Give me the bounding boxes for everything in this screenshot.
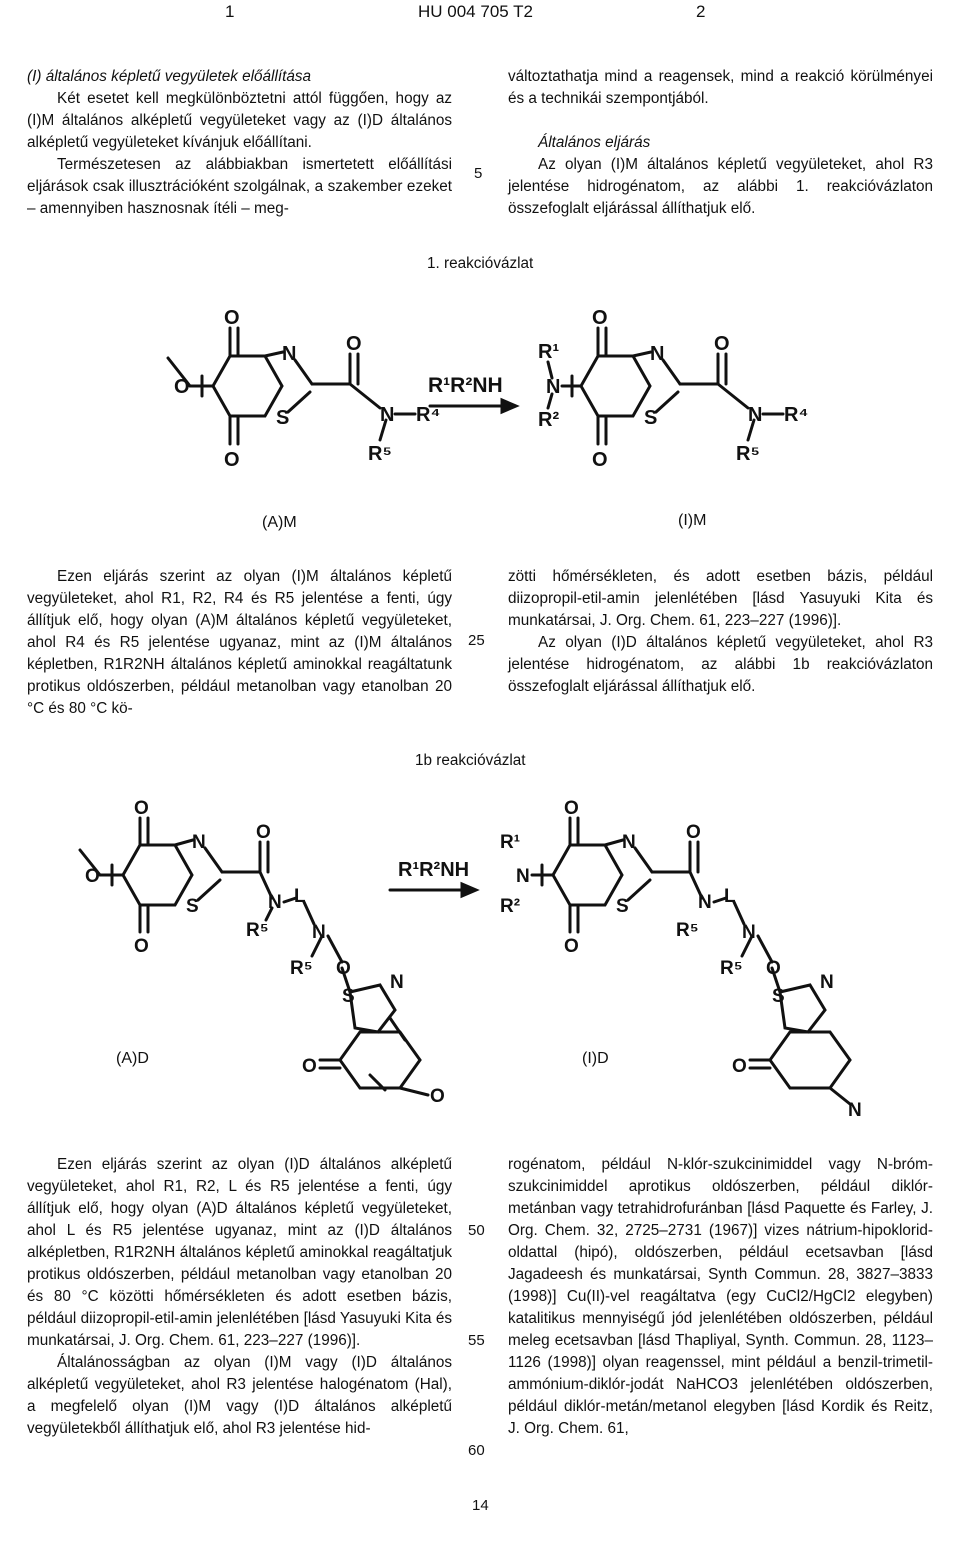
paragraph: Két esetet kell megkülönböztetni attól függően, hogy az (I)M általános alképletű vegyületeket vagy az (I)D általános alképletű vegyületeket kívánjuk előállítani.	[27, 90, 452, 151]
left-column-bottom	[27, 1154, 452, 1440]
paragraph: Ezen eljárás szerint az olyan (I)D általános alképletű vegyületeket, ahol R1, R2, L és R5 jelentése a fenti, úgy állítjuk elő, hogy olyan (A)D általános képletű vegyületeket, ahol L és R5 jelentése ugyanaz, mint az (I)D általános alképletben, R1R2NH általános képletű aminokkal reagáltatjuk protikus oldószerben, például metanolban vagy etanolban 20 és 80 °C közötti hőmérsékleten és adott esetben bázis, például diizopropil-etil-amin jelenlétében [lásd Yasuyuki Kita és munkatársai, J. Org. Chem. 61, 223–227 (1996)].	[27, 1156, 452, 1349]
right-column-middle	[508, 566, 933, 698]
atom-n: N	[622, 832, 636, 853]
paragraph: rogénatom, például N-klór-szukcinimiddel vagy N-bróm-szukcinimiddel aprotikus oldószerben, például diklór-metánban vagy tetrahidrofuránban [lásd Paquette és Farley, J. Org. Chem. 32, 2725–2731 (1967)] vizes nátrium-hipoklorid-oldattal (hipó), oldószerben, például ecetsavban [lásd Jagadeesh és munkatársai, Synth Commun. 28, 3827–3833 (1998)] Cu(II)-vel reagáltatva (egy CuCl2/HgCl2 elegyben) katalitikus mennyiségű jód jelenlétében oldószerben, például meleg ecetsavban [lásd Thapliyal, Synth. Commun. 28, 1123–1126 (1998)] olyan reagenssel, mint például a benzil-trimetil-ammónium-diklór-jodát NaHCO3 jelenlétében oldószerben, például diklór-metán/metanol elegyben [lásd Kordik és Reitz, J. Org. Chem. 61,	[508, 1156, 933, 1437]
atom-r5: R⁵	[720, 958, 743, 979]
right-column-bottom	[508, 1154, 933, 1440]
atom-o: O	[134, 798, 149, 819]
scheme-caption: 1. reakcióvázlat	[427, 255, 534, 272]
left-column-middle	[27, 566, 452, 720]
page-number-left: 1	[225, 2, 235, 21]
atom-r5: R⁵	[368, 443, 392, 465]
compound-label-im: (I)M	[678, 512, 707, 529]
right-column-top	[508, 66, 933, 220]
atom-o: O	[592, 307, 608, 329]
atom-r4: R⁴	[784, 404, 809, 426]
line-number: 5	[474, 165, 483, 182]
atom-r2: R²	[538, 409, 560, 431]
atom-n: N	[698, 892, 712, 913]
paragraph: Általánosságban az olyan (I)M vagy (I)D általános alképletű vegyületeket, ahol R3 jelentése halogénatom (Hal), a megfelelő olyan (I)M vagy (I)D általános alképletű vegyületekből állíthatjuk elő, ahol R3 jelentése hid-	[27, 1354, 452, 1437]
atom-l: L	[724, 886, 736, 907]
atom-r1: R¹	[538, 341, 560, 363]
atom-n: N	[748, 404, 763, 426]
atom-o: O	[564, 798, 579, 819]
compound-label-id: (I)D	[582, 1050, 609, 1067]
atom-o: O	[732, 1056, 747, 1077]
atom-o: O	[592, 449, 608, 471]
footer-page-number: 14	[472, 1497, 489, 1514]
atom-o: O	[85, 866, 100, 887]
paragraph: zötti hőmérsékleten, és adott esetben bázis, például diizopropil-etil-amin jelenlétében [lásd Yasuyuki Kita és munkatársai, J. Org. Chem. 61, 223–227 (1996)].	[508, 568, 933, 629]
atom-n: N	[268, 892, 282, 913]
atom-r2: R²	[500, 896, 521, 917]
scheme-1b-drawing	[60, 790, 920, 1120]
line-number: 55	[468, 1332, 485, 1349]
line-number: 50	[468, 1222, 485, 1239]
atom-s: S	[644, 407, 658, 429]
atom-n: N	[282, 343, 297, 365]
section-heading: Általános eljárás	[538, 134, 651, 151]
atom-n: N	[312, 922, 326, 943]
atom-s: S	[772, 986, 785, 1007]
paragraph: Természetesen az alábbiakban ismertetett előállítási eljárások csak illusztrációként szolgálnak, a szakember ezeket – amennyiben hasznosnak ítéli – meg-	[27, 156, 452, 217]
atom-r5: R⁵	[290, 958, 313, 979]
compound-label-am: (A)M	[262, 514, 297, 531]
atom-o: O	[174, 376, 190, 398]
atom-s: S	[186, 896, 199, 917]
scheme-caption: 1b reakcióvázlat	[415, 752, 526, 769]
atom-o: O	[564, 936, 579, 957]
atom-o: O	[346, 333, 362, 355]
atom-r5: R⁵	[736, 443, 760, 465]
atom-o: O	[430, 1086, 445, 1107]
atom-n: N	[742, 922, 756, 943]
atom-o: O	[224, 449, 240, 471]
atom-o: O	[686, 822, 701, 843]
atom-n: N	[380, 404, 395, 426]
atom-n: N	[848, 1100, 862, 1120]
atom-o: O	[256, 822, 271, 843]
atom-n: N	[650, 343, 665, 365]
atom-r5: R⁵	[676, 920, 699, 941]
atom-o: O	[302, 1056, 317, 1077]
atom-o: O	[134, 936, 149, 957]
scheme-1-drawing	[150, 296, 830, 496]
compound-label-ad: (A)D	[116, 1050, 149, 1067]
reaction-scheme-1	[150, 296, 830, 496]
atom-s: S	[342, 986, 355, 1007]
atom-r4: R⁴	[416, 404, 441, 426]
reagent: R¹R²NH	[398, 859, 470, 881]
atom-n: N	[390, 972, 404, 993]
atom-l: L	[294, 886, 306, 907]
paragraph: Ezen eljárás szerint az olyan (I)M általános képletű vegyületeket, ahol R1, R2, R4 és R5 jelentése a fenti, úgy állítjuk elő, hogy olyan (A)M általános képletű vegyületeket, ahol R4 és R5 jelentése ugyanaz, mint az (I)M általános képletben, R1R2NH általános képletű aminokkal reagáltatunk protikus oldószerben, például metanolban vagy etanolban 20 °C és 80 °C kö-	[27, 568, 452, 717]
paragraph: Az olyan (I)M általános képletű vegyületeket, ahol R3 jelentése hidrogénatom, az alábbi 1. reakcióvázlaton összefoglalt eljárással állíthatjuk elő.	[508, 156, 933, 217]
document-id: HU 004 705 T2	[418, 2, 533, 21]
atom-n: N	[516, 866, 530, 887]
atom-r1: R¹	[500, 832, 521, 853]
paragraph: változtathatja mind a reagensek, mind a reakció körülményei és a technikái szempontjából.	[508, 68, 933, 107]
atom-r5: R⁵	[246, 920, 269, 941]
left-column-top	[27, 66, 452, 220]
section-heading: (I) általános képletű vegyületek előállítása	[27, 68, 312, 85]
atom-n: N	[546, 376, 561, 398]
atom-s: S	[616, 896, 629, 917]
reagent: R¹R²NH	[428, 374, 503, 397]
paragraph: Az olyan (I)D általános képletű vegyületeket, ahol R3 jelentése hidrogénatom, az alábbi 1b reakcióvázlaton összefoglalt eljárással állíthatjuk elő.	[508, 634, 933, 695]
atom-o: O	[714, 333, 730, 355]
atom-o: O	[224, 307, 240, 329]
atom-o: O	[336, 958, 351, 979]
page-number-right: 2	[696, 2, 706, 21]
atom-n: N	[820, 972, 834, 993]
line-number: 60	[468, 1442, 485, 1459]
atom-n: N	[192, 832, 206, 853]
line-number: 25	[468, 632, 485, 649]
atom-o: O	[766, 958, 781, 979]
reaction-scheme-1b	[60, 790, 920, 1120]
atom-s: S	[276, 407, 290, 429]
